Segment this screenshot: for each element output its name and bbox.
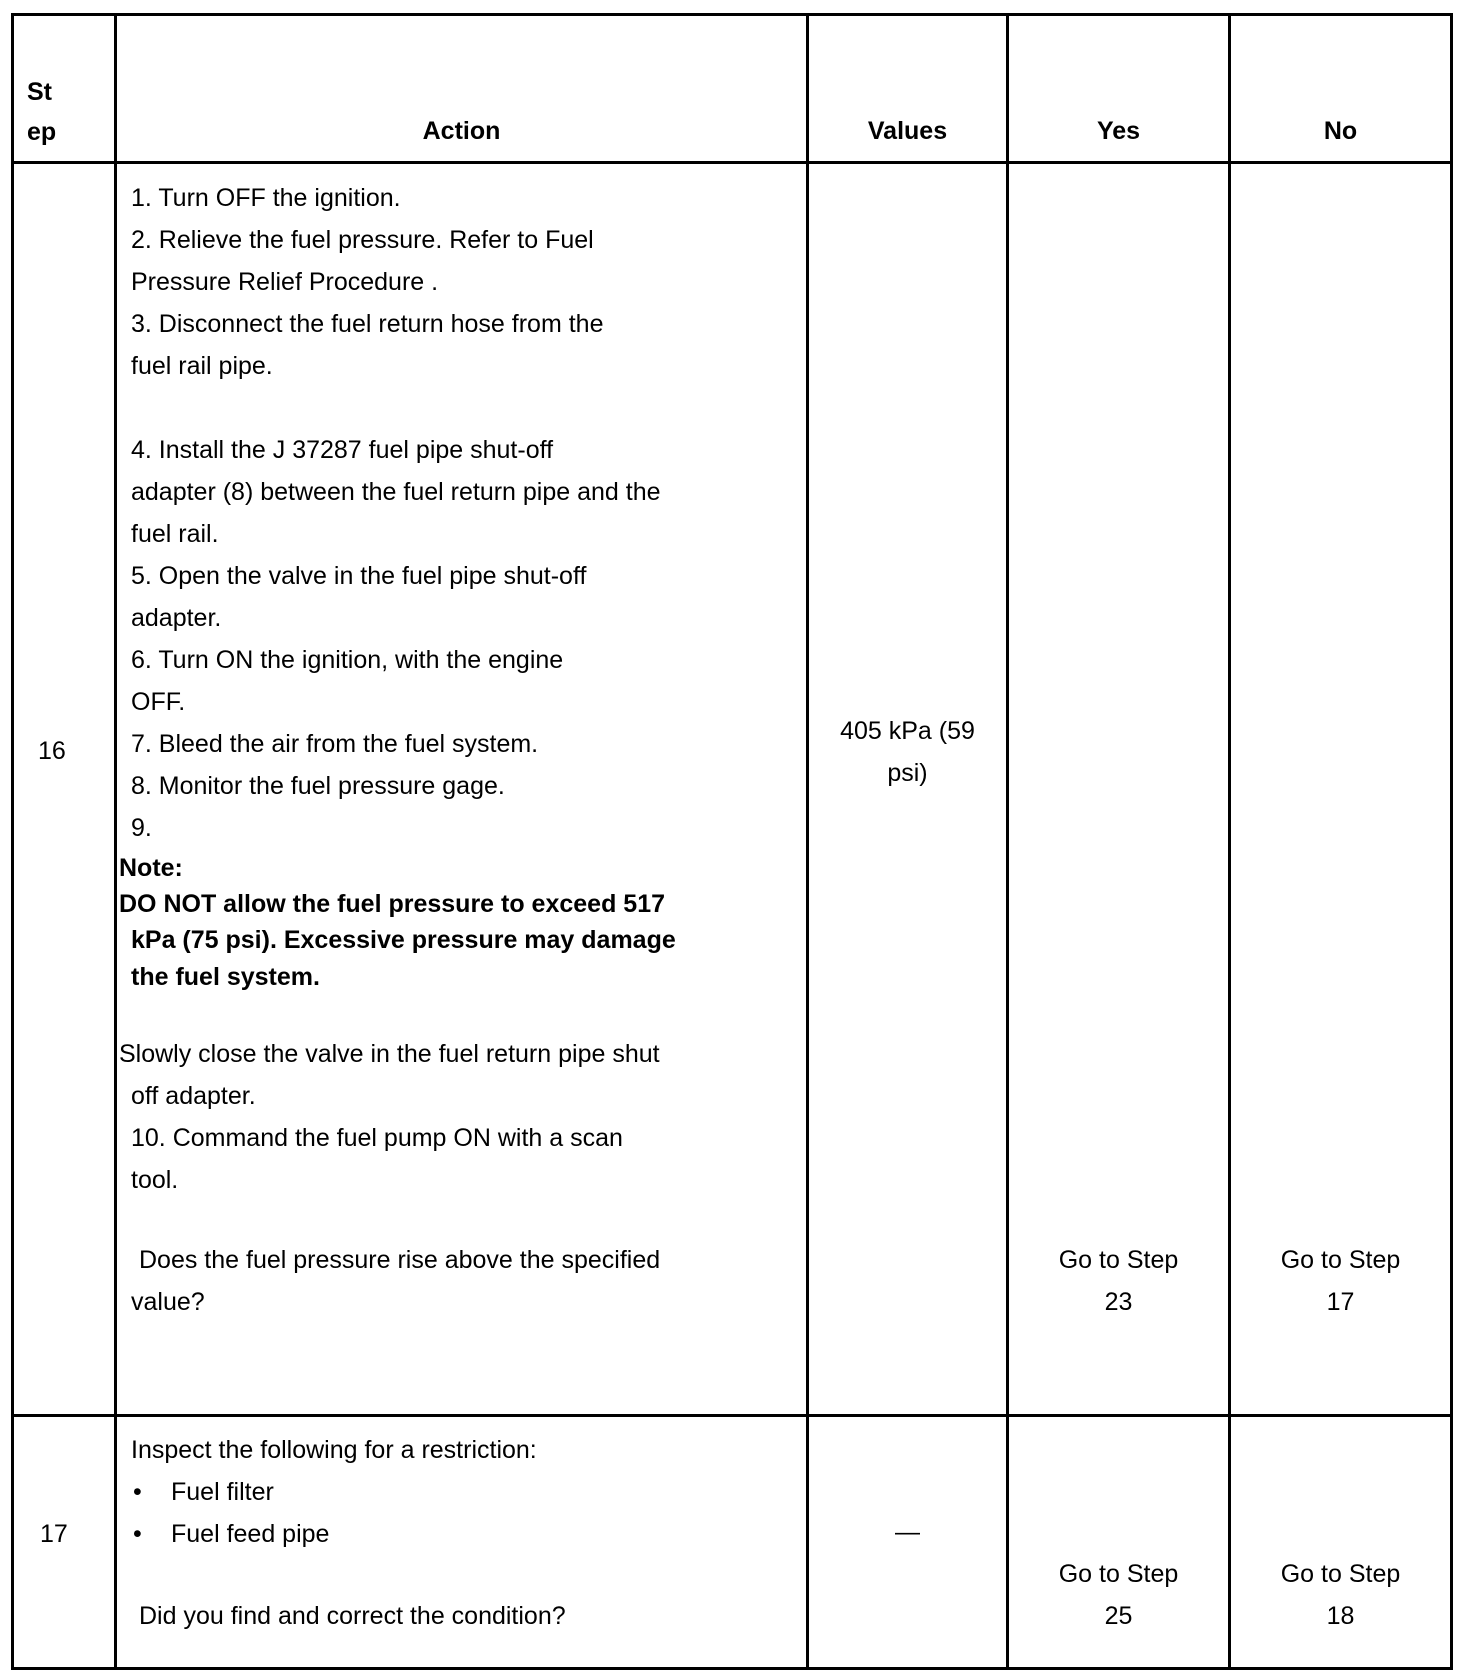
diagnostic-table — [11, 13, 1453, 1670]
no-cell: Go to Step 17 — [1230, 163, 1452, 1416]
step-cell: 17 — [13, 1416, 116, 1669]
header-yes: Yes — [1008, 15, 1230, 163]
values-cell: — — [808, 1416, 1008, 1669]
header-row — [13, 15, 1452, 163]
action-cell: Inspect the following for a restriction: • Fuel filter • Fuel feed pipe Did you find and correct the condition? — [116, 1416, 808, 1669]
action-cell: 1. Turn OFF the ignition. 2. Relieve the fuel pressure. Refer to Fuel Pressure Relief Procedure . 3. Disconnect the fuel return hose from the fuel rail pipe. 4. Install the J 37287 fuel pipe shut-off adapter (8) between the fuel return pipe and the fuel rail. 5. Open the valve in the fuel pipe shut-off adapter. 6. Turn ON the ignition, with the engine OFF. 7. Bleed the air from the fuel system. 8. Monitor the fuel pressure gage. 9. Note: DO NOT allow the fuel pressure to exceed 517 kPa (75 psi). Excessive pressure may damage the fuel system. Slowly close the valve in the fuel return pipe shut off adapter. 10. Command the fuel pump ON with a scan tool. Does the fuel pressure rise above the specified value? — [116, 163, 808, 1416]
bullet-icon: • — [133, 1520, 142, 1548]
header-step: St ep — [13, 15, 116, 163]
bullet-icon: • — [133, 1478, 142, 1506]
table-row — [13, 163, 1452, 1416]
header-values: Values — [808, 15, 1008, 163]
no-cell: Go to Step 18 — [1230, 1416, 1452, 1669]
values-cell: 405 kPa (59 psi) — [808, 163, 1008, 1416]
header-action: Action — [116, 15, 808, 163]
note-label: Note: — [119, 854, 183, 882]
table-row — [13, 1416, 1452, 1669]
step-cell: 16 — [13, 163, 116, 1416]
header-no: No — [1230, 15, 1452, 163]
yes-cell: Go to Step 23 — [1008, 163, 1230, 1416]
yes-cell: Go to Step 25 — [1008, 1416, 1230, 1669]
